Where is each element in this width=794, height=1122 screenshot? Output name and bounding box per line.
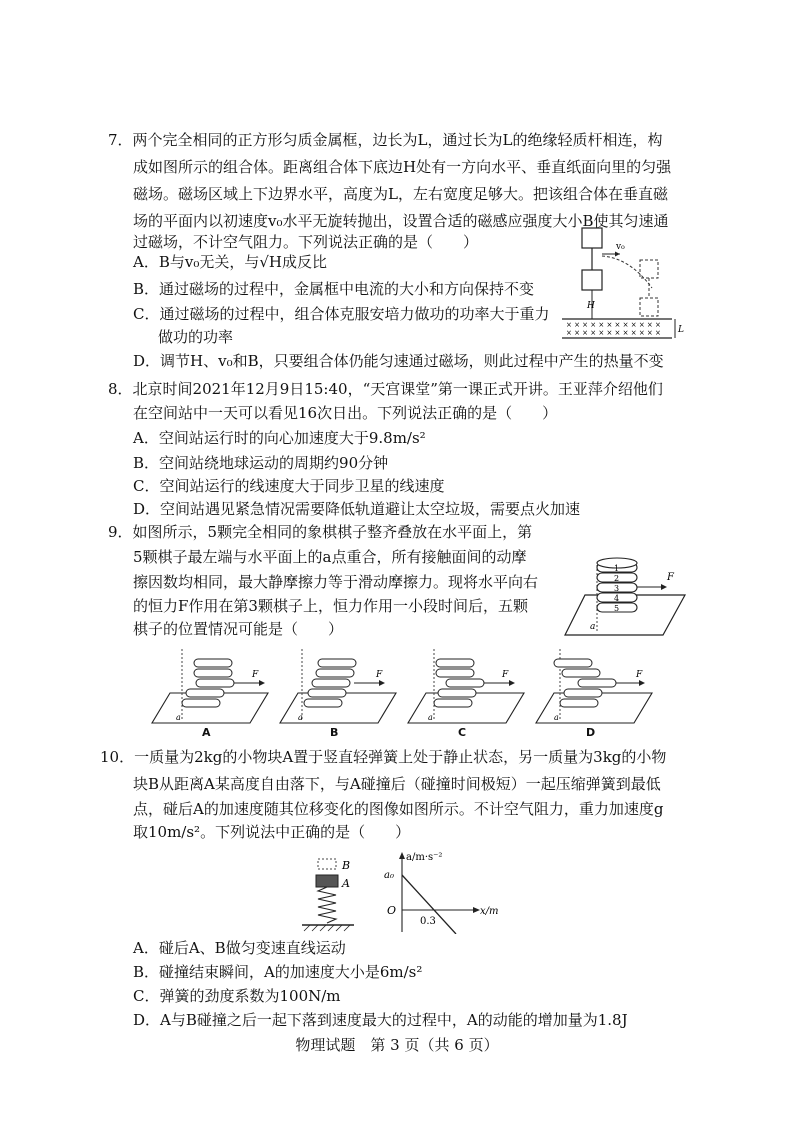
q10-option-a: A．碰后A、B做匀变速直线运动 [133,939,346,957]
q9-choice-c-label: C [458,726,467,739]
q10-stem-line-1: 10．一质量为2kg的小物块A置于竖直轻弹簧上处于静止状态，另一质量为3kg的小物 [100,748,667,766]
q10-stem-line-4: 取10m/s²。下列说法中正确的是（ ） [133,823,411,841]
svg-text:× × × × × × × × × × × ×: × × × × × × × × × × × × [566,321,661,329]
q9-stem-line-4: 的恒力F作用在第3颗棋子上，恒力作用一小段时间后，五颗 [133,597,528,615]
svg-text:a: a [428,713,433,722]
q10-option-d: D．A与B碰撞之后一起下落到速度最大的过程中，A的动能的增加量为1.8J [133,1011,628,1029]
q8-stem-line-2: 在空间站中一天可以看见16次日出。下列说法正确的是（ ） [133,404,558,422]
svg-text:a: a [176,713,181,722]
q7-option-b: B．通过磁场的过程中，金属框中电流的大小和方向保持不变 [133,280,535,298]
q9-fig-num-4: 4 [614,594,620,603]
q7-stem-line-5: 过磁场，不计空气阻力。下列说法正确的是（ ） [133,233,479,251]
q7-fig-L: L [678,325,684,335]
q10-graph-x03: 0.3 [420,916,436,927]
q9-fig-num-5: 5 [614,604,620,613]
q9-stem-line-2: 5颗棋子最左端与水平面上的a点重合，所有接触面间的动摩 [133,548,527,566]
q9-choice-d-label: D [586,726,596,739]
q10-fig-B: B [342,859,351,872]
q10-graph-a0: a₀ [384,870,394,881]
q9-fig-F: F [667,572,674,583]
q8-stem-line-1: 8．北京时间2021年12月9日15:40，“天宫课堂”第一课正式开讲。王亚萍介绍他们 [108,380,663,398]
svg-text:F: F [252,670,259,680]
q9-fig-a: a [590,622,596,632]
q7-figure [560,226,690,342]
q9-main-figure [563,525,688,640]
svg-text:a: a [298,713,303,722]
q8-option-c: C．空间站运行的线速度大于同步卫星的线速度 [133,477,445,495]
q7-option-d: D．调节H、v₀和B，只要组合体仍能匀速通过磁场，则此过程中产生的热量不变 [133,352,664,370]
q7-stem-line-4: 场的平面内以初速度v₀水平无旋转抛出，设置合适的磁感应强度大小B使其匀速通 [133,212,669,230]
q7-fig-H: H [587,301,595,311]
q7-option-a: A．B与v₀无关，与√H成反比 [133,253,327,271]
q9-choice-a-label: A [202,726,211,739]
svg-text:F: F [636,670,643,680]
q10-option-b: B．碰撞结束瞬间，A的加速度大小是6m/s² [133,963,423,981]
svg-text:F: F [502,670,509,680]
q8-option-b: B．空间站绕地球运动的周期约90分钟 [133,454,389,472]
q10-stem-line-2: 块B从距离A某高度自由落下，与A碰撞后（碰撞时间极短）一起压缩弹簧到最低 [133,775,661,793]
q9-stem-line-5: 棋子的位置情况可能是（ ） [133,620,344,638]
q9-fig-num-1: 1 [614,564,620,573]
q10-graph-origin: O [387,904,397,917]
svg-text:F: F [376,670,383,680]
page-footer: 物理试题 第 3 页（共 6 页） [295,1036,499,1054]
q9-fig-num-3: 3 [614,584,620,593]
q10-stem-line-3: 点，碰后A的加速度随其位移变化的图像如图所示。不计空气阻力，重力加速度g [133,800,664,818]
q9-choice-b-label: B [330,726,339,739]
q10-graph [380,848,510,934]
q10-option-c: C．弹簧的劲度系数为100N/m [133,987,341,1005]
q10-spring-figure [296,855,366,935]
q9-fig-num-2: 2 [614,574,620,583]
q7-option-c-cont: 做功的功率 [158,328,234,346]
q8-option-d: D．空间站遇见紧急情况需要降低轨道避让太空垃圾，需要点火加速 [133,500,581,518]
q10-fig-A: A [342,877,350,890]
q10-graph-yaxis: a/m·s⁻² [406,852,443,863]
q10-graph-xaxis: x/m [480,906,499,917]
svg-text:a: a [554,713,559,722]
svg-text:× × × × × × × × × × × ×: × × × × × × × × × × × × [566,329,661,337]
q8-option-a: A．空间站运行时的向心加速度大于9.8m/s² [133,429,426,447]
q7-stem-line-1: 7．两个完全相同的正方形匀质金属框，边长为L，通过长为L的绝缘轻质杆相连，构 [108,131,663,149]
q9-stem-line-3: 擦因数均相同，最大静摩擦力等于滑动摩擦力。现将水平向右 [133,573,539,591]
q7-stem-line-2: 成如图所示的组合体。距离组合体下底边H处有一方向水平、垂直纸面向里的匀强 [133,158,672,176]
q9-stem-line-1: 9．如图所示，5颗完全相同的象棋棋子整齐叠放在水平面上，第 [108,523,533,541]
q7-stem-line-3: 磁场。磁场区域上下边界水平，高度为L，左右宽度足够大。把该组合体在垂直磁 [133,185,668,203]
q7-option-c: C．通过磁场的过程中，组合体克服安培力做功的功率大于重力 [133,305,550,323]
q7-fig-v0: v₀ [616,242,625,252]
